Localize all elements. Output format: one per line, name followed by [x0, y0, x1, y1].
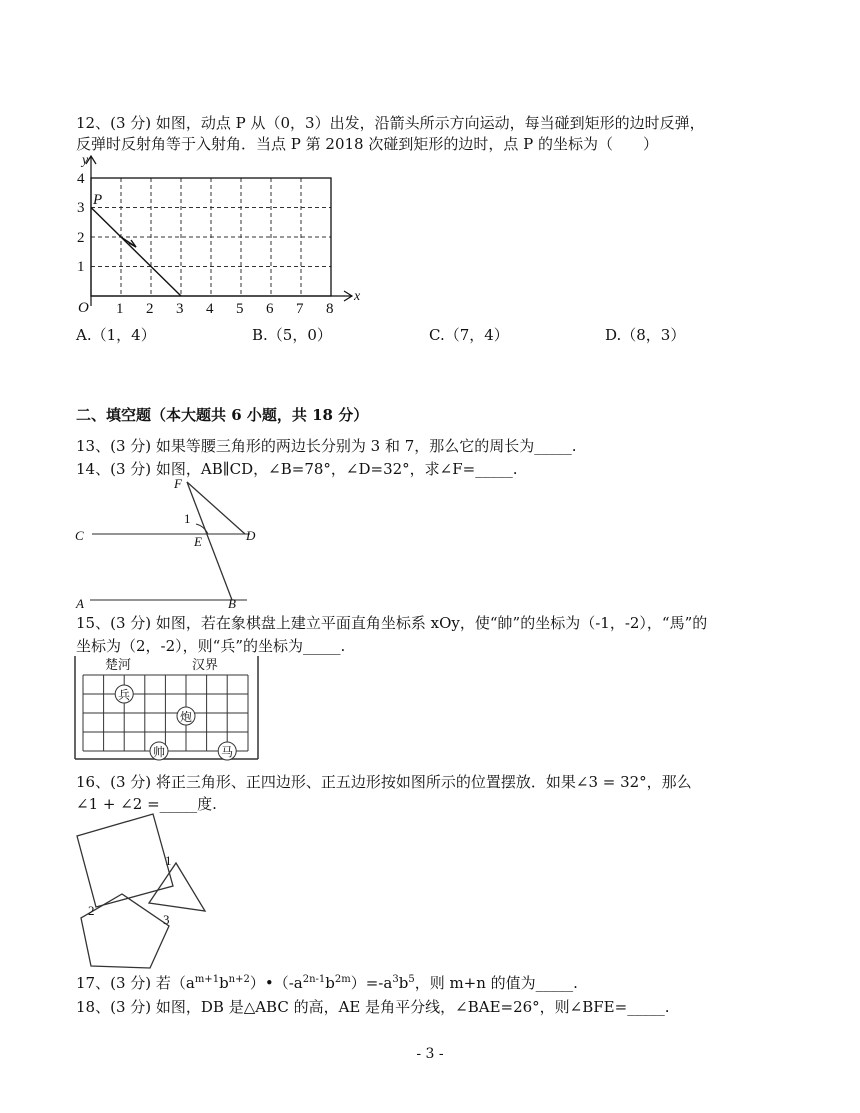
q17-exp-4: 2m — [334, 974, 351, 985]
x-tick-3: 3 — [176, 301, 184, 317]
page-number: - 3 - — [416, 1046, 444, 1062]
y-axis-label: y — [82, 153, 89, 168]
x-tick-7: 7 — [296, 301, 304, 317]
q17-suffix: ，则 m+n 的值为_____. — [414, 974, 578, 992]
q16-line2: ∠1 + ∠2 =_____度. — [76, 795, 217, 813]
q17-exp-3: 2n-1 — [302, 974, 326, 985]
q12-coordinate-figure — [70, 148, 370, 328]
angle-1-label: 1 — [184, 511, 191, 526]
q15-chessboard-figure — [72, 654, 267, 764]
label-A: A — [76, 596, 84, 611]
y-tick-1: 1 — [77, 259, 85, 275]
q15-line1: 15、(3 分) 如图，若在象棋盘上建立平面直角坐标系 xOy，使“帥”的坐标为（-1，-2），“馬”的 — [76, 614, 708, 632]
label-E: E — [194, 534, 202, 549]
x-tick-5: 5 — [236, 301, 244, 317]
q12-option-c[interactable]: C.（7，4） — [429, 326, 509, 344]
label-D: D — [246, 528, 256, 543]
y-tick-3: 3 — [77, 200, 85, 216]
x-tick-6: 6 — [266, 301, 274, 317]
q17-text — [76, 973, 578, 993]
y-tick-4: 4 — [77, 171, 85, 187]
q12-option-b[interactable]: B.（5，0） — [252, 326, 332, 344]
q17-exp-6: 5 — [408, 974, 415, 985]
point-p-label: P — [93, 192, 103, 208]
x-tick-1: 1 — [116, 301, 124, 317]
q16-polygons-figure — [72, 810, 212, 970]
river-right-text: 汉界 — [192, 657, 219, 672]
q16-line1: 16、(3 分) 将正三角形、正四边形、正五边形按如图所示的位置摆放．如果∠3 = 32°，那么 — [76, 773, 692, 791]
q17-mid-1: b — [219, 974, 229, 992]
q12-option-a[interactable]: A.（1，4） — [76, 326, 156, 344]
q17-mid-2: ）•（-a — [249, 974, 303, 992]
angle-1-label: 1 — [165, 853, 172, 868]
x-tick-8: 8 — [326, 301, 334, 317]
origin-label: O — [78, 300, 89, 316]
piece-bing: 兵 — [118, 688, 131, 702]
q18-text: 18、(3 分) 如图，DB 是△ABC 的高，AE 是角平分线，∠BAE=26°，则∠BFE=_____. — [76, 998, 670, 1016]
q14-parallel-lines-figure — [70, 474, 270, 609]
piece-pao: 炮 — [180, 710, 193, 724]
piece-ma: 马 — [221, 745, 234, 759]
q17-exp-2: n+2 — [228, 974, 250, 985]
q17-mid-5: b — [398, 974, 409, 992]
angle-3-label: 3 — [163, 912, 170, 927]
q17-mid-3: b — [325, 974, 335, 992]
section-2-title: 二、填空题（本大题共 6 小题，共 18 分） — [76, 406, 369, 424]
x-tick-4: 4 — [206, 301, 214, 317]
q14-text: 14、(3 分) 如图，AB∥CD，∠B=78°，∠D=32°，求∠F=_____. — [76, 460, 518, 478]
angle-2-label: 2 — [88, 903, 95, 918]
x-tick-2: 2 — [146, 301, 154, 317]
q15-line2: 坐标为（2，-2），则“兵”的坐标为_____. — [76, 637, 346, 655]
label-C: C — [75, 528, 84, 543]
label-B: B — [228, 596, 236, 611]
label-F: F — [174, 476, 182, 491]
piece-shuai: 帅 — [153, 745, 166, 759]
q17-mid-4: ）=-a — [350, 974, 393, 992]
q12-line1: 12、(3 分) 如图，动点 P 从（0，3）出发，沿箭头所示方向运动，每当碰到矩形的边时反弹， — [76, 114, 705, 132]
q13-text: 13、(3 分) 如果等腰三角形的两边长分别为 3 和 7，那么它的周长为_____. — [76, 437, 577, 455]
q17-prefix: 17、(3 分) 若（a — [76, 974, 195, 992]
x-axis-label: x — [354, 289, 361, 304]
q12-line2: 反弹时反射角等于入射角．当点 P 第 2018 次碰到矩形的边时，点 P 的坐标为（ ） — [76, 135, 658, 153]
q17-exp-5: 3 — [392, 974, 399, 985]
river-left-text: 楚河 — [105, 657, 132, 672]
q12-option-d[interactable]: D.（8，3） — [605, 326, 686, 344]
y-tick-2: 2 — [77, 230, 85, 246]
q17-exp-1: m+1 — [194, 974, 220, 985]
